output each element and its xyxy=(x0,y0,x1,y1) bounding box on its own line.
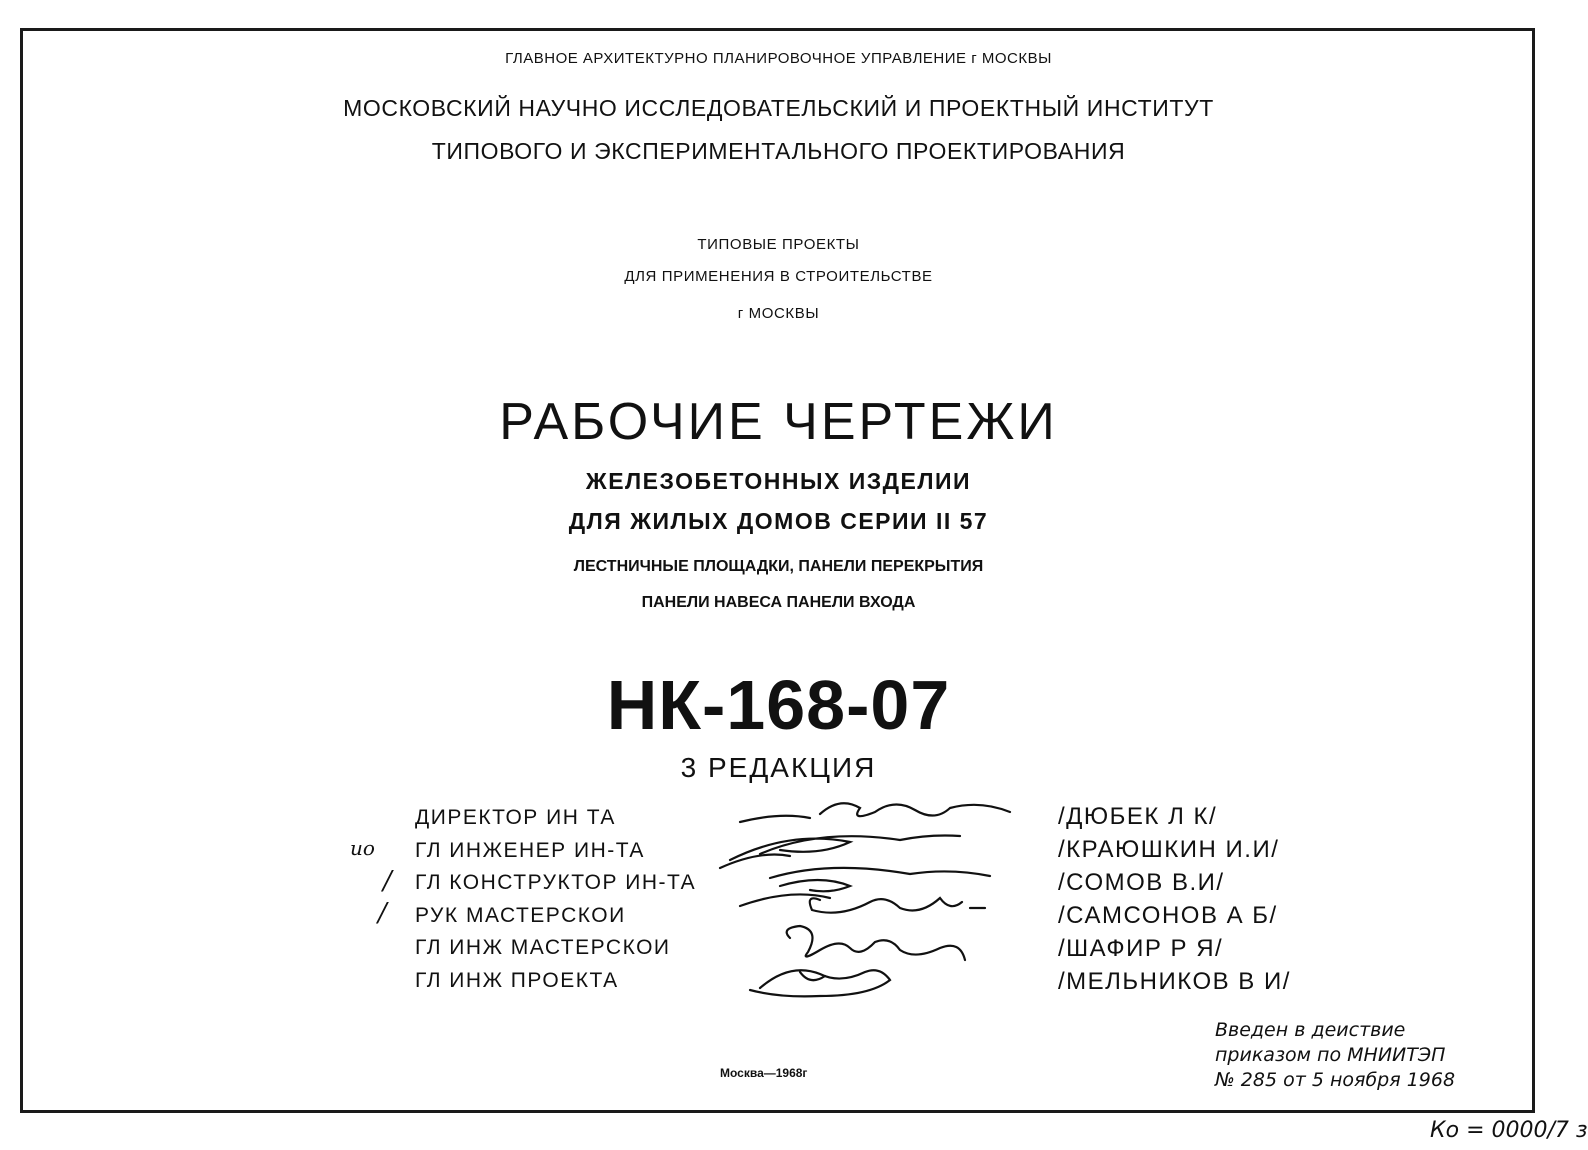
name-krayushkin: /КРАЮШКИН И.И/ xyxy=(1058,836,1280,863)
title-line-2: ДЛЯ ЖИЛЫХ ДОМОВ СЕРИИ II 57 xyxy=(568,508,989,534)
series-code: НК-168-07 xyxy=(606,666,951,744)
name-dyubek: /ДЮБЕК Л К/ xyxy=(1058,803,1218,830)
subtitle-line-3: г МОСКВЫ xyxy=(737,305,820,322)
city-year: Москва—1968г xyxy=(720,1066,808,1080)
subtitle-line-2: ДЛЯ ПРИМЕНЕНИЯ В СТРОИТЕЛЬСТВЕ xyxy=(624,268,933,285)
title-line-1: ЖЕЛЕЗОБЕТОННЫХ ИЗДЕЛИИ xyxy=(585,468,972,494)
title-line-4: ПАНЕЛИ НАВЕСА ПАНЕЛИ ВХОДА xyxy=(641,594,916,611)
handwritten-corner-mark: Ко = 0000/7 з xyxy=(1430,1118,1588,1143)
role-chief-designer: ГЛ КОНСТРУКТОР ИН-ТА xyxy=(415,871,697,894)
role-chief-engineer: ГЛ ИНЖЕНЕР ИН-ТА xyxy=(415,838,645,862)
handwritten-enactment-note xyxy=(1215,1018,1535,1093)
document-title: РАБОЧИЕ ЧЕРТЕЖИ xyxy=(499,393,1058,451)
subtitle-line-1: ТИПОВЫЕ ПРОЕКТЫ xyxy=(697,236,860,253)
institute-line-1: МОСКОВСКИЙ НАУЧНО ИССЛЕДОВАТЕЛЬСКИЙ И ПРОЕКТНЫЙ ИНСТИТУТ xyxy=(343,95,1214,121)
role-workshop-head: РУК МАСТЕРСКОИ xyxy=(415,903,626,927)
note-line-1: Введен в деиствие xyxy=(1215,1019,1406,1041)
name-somov: /СОМОВ В.И/ xyxy=(1058,869,1225,896)
institute-line-2: ТИПОВОГО И ЭКСПЕРИМЕНТАЛЬНОГО ПРОЕКТИРОВАНИЯ xyxy=(431,138,1126,164)
title-line-3: ЛЕСТНИЧНЫЕ ПЛОЩАДКИ, ПАНЕЛИ ПЕРЕКРЫТИЯ xyxy=(573,558,984,575)
handwritten-slash-1: / xyxy=(383,866,392,896)
name-samsonov: /САМСОНОВ А Б/ xyxy=(1058,902,1278,929)
handwritten-slash-2: / xyxy=(378,898,387,928)
handwritten-prefix-io: ио xyxy=(350,836,375,860)
signatory-names xyxy=(1058,800,1291,998)
authority-line: ГЛАВНОЕ АРХИТЕКТУРНО ПЛАНИРОВОЧНОЕ УПРАВЛЕНИЕ г МОСКВЫ xyxy=(505,50,1052,67)
note-line-2: приказом по МНИИТЭП xyxy=(1215,1044,1446,1066)
signatures-graphic xyxy=(700,790,1040,1020)
role-workshop-engineer: ГЛ ИНЖ МАСТЕРСКОИ xyxy=(415,936,671,959)
name-shafir: /ШАФИР Р Я/ xyxy=(1058,935,1224,962)
note-line-3: № 285 от 5 ноября 1968 xyxy=(1215,1069,1456,1091)
name-melnikov: /МЕЛЬНИКОВ В И/ xyxy=(1058,968,1291,995)
signatory-roles xyxy=(415,802,696,997)
edition-label: 3 РЕДАКЦИЯ xyxy=(680,752,877,783)
role-project-engineer: ГЛ ИНЖ ПРОЕКТА xyxy=(415,968,619,992)
role-director: ДИРЕКТОР ИН ТА xyxy=(415,806,616,829)
